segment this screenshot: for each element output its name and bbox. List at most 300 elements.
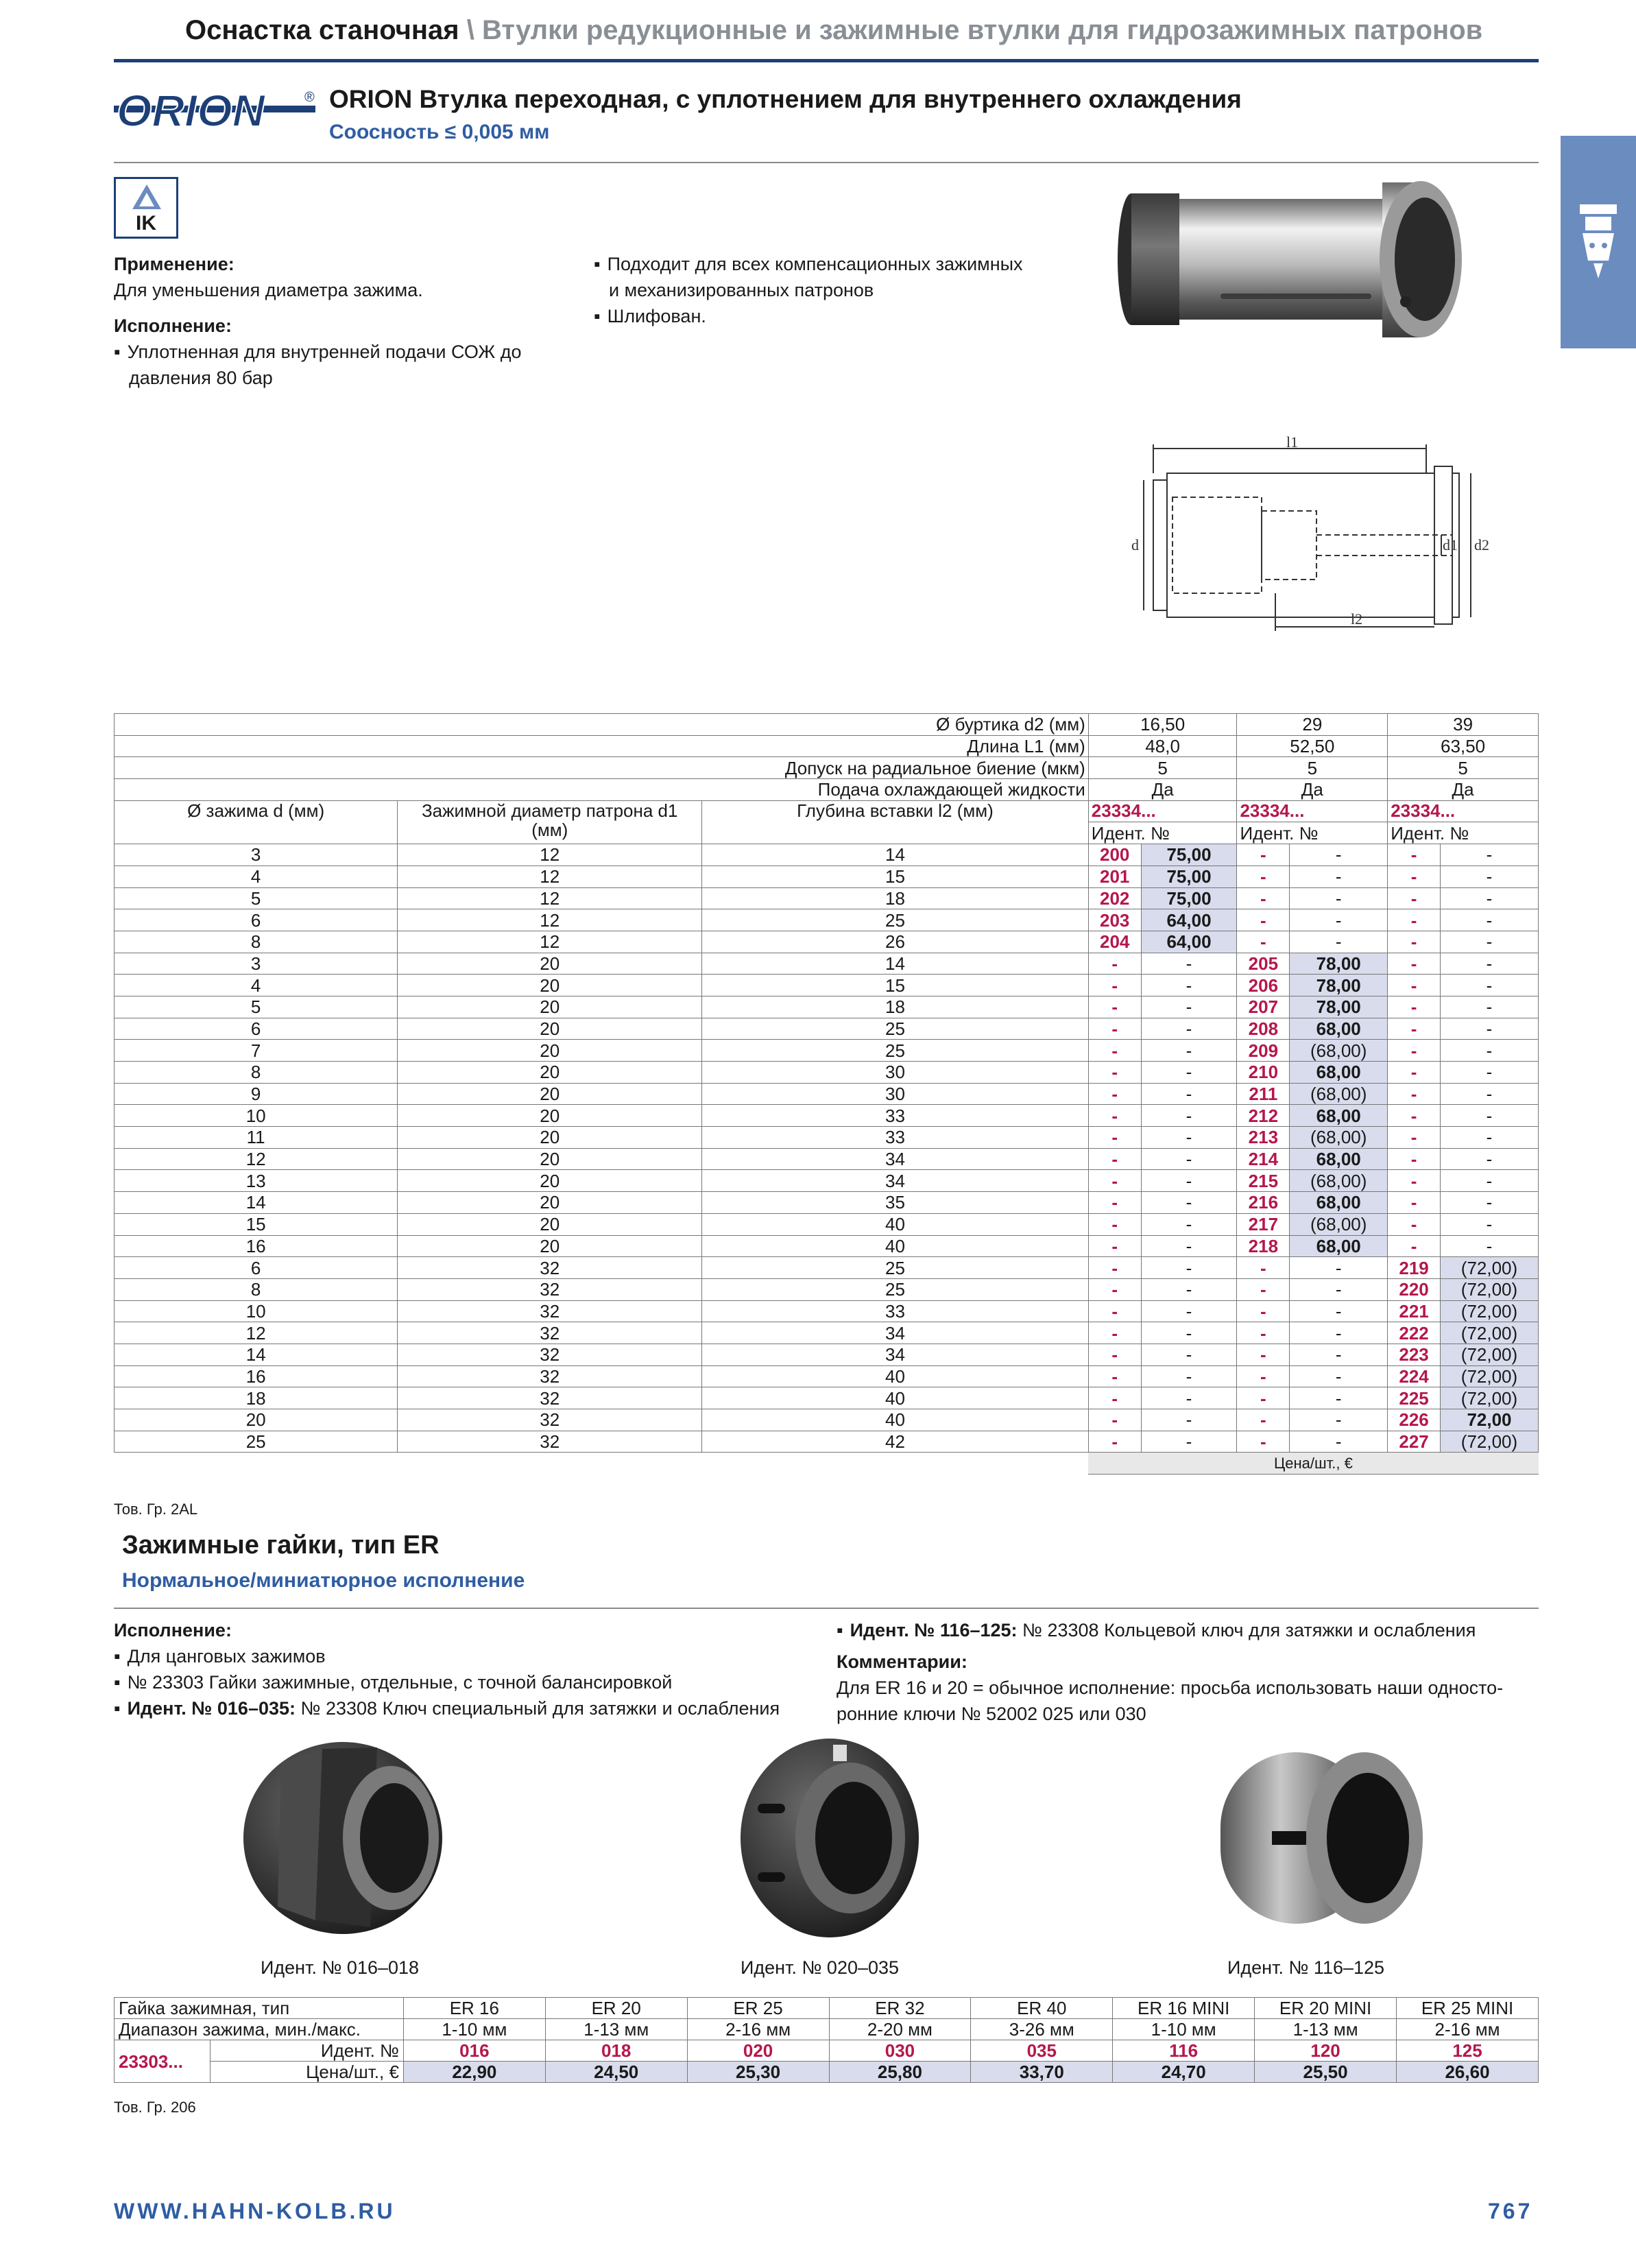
nut-range: 2-16 мм (687, 2019, 829, 2040)
empty-price: - (1290, 1344, 1388, 1365)
empty-ident: - (1088, 1257, 1141, 1279)
empty-price: - (1141, 1322, 1237, 1344)
empty-price: - (1440, 1018, 1538, 1040)
ident-cell[interactable]: 212 (1237, 1105, 1290, 1127)
nut-type: ER 20 (545, 1998, 687, 2019)
description-right (594, 251, 1074, 329)
ident-cell[interactable]: 227 (1388, 1431, 1441, 1453)
empty-ident: - (1237, 1409, 1290, 1431)
price-cell: 72,00 (1440, 1409, 1538, 1431)
cell-l2: 18 (702, 996, 1089, 1018)
cell-d1: 32 (398, 1365, 702, 1387)
cell-d: 5 (115, 887, 398, 909)
cell-l2: 33 (702, 1127, 1089, 1149)
empty-ident: - (1388, 1192, 1441, 1214)
cell-d: 7 (115, 1040, 398, 1062)
dim-d: d (1131, 536, 1139, 553)
table-row (115, 1170, 1539, 1192)
ik-badge (114, 177, 178, 239)
section2-exec-heading: Исполнение: (114, 1620, 232, 1640)
nut-ident[interactable]: 035 (971, 2040, 1113, 2062)
cell-l2: 42 (702, 1431, 1089, 1453)
ident-cell[interactable]: 217 (1237, 1213, 1290, 1235)
empty-ident: - (1388, 975, 1441, 996)
spec-row (115, 714, 1539, 736)
cell-d1: 12 (398, 931, 702, 953)
spec-row (115, 757, 1539, 779)
table-row (115, 887, 1539, 909)
empty-ident: - (1088, 1322, 1141, 1344)
price-cell: (68,00) (1290, 1170, 1388, 1192)
price-cell: (68,00) (1290, 1040, 1388, 1062)
ident-cell[interactable]: 204 (1088, 931, 1141, 953)
ident-cell[interactable]: 216 (1237, 1192, 1290, 1214)
empty-price: - (1440, 1040, 1538, 1062)
empty-price: - (1440, 1127, 1538, 1149)
empty-ident: - (1237, 1344, 1290, 1365)
price-per-piece: Цена/шт., € (1088, 1453, 1538, 1475)
cell-d: 6 (115, 1018, 398, 1040)
empty-ident: - (1388, 844, 1441, 866)
empty-ident: - (1388, 1235, 1441, 1257)
spec-row (115, 735, 1539, 757)
table-row (115, 1278, 1539, 1300)
empty-price: - (1440, 1083, 1538, 1105)
table-row (115, 1387, 1539, 1409)
cell-d1: 20 (398, 996, 702, 1018)
comments-heading: Комментарии: (837, 1651, 967, 1672)
nut-ident[interactable]: 125 (1397, 2040, 1539, 2062)
empty-price: - (1290, 1431, 1388, 1453)
table-row (115, 866, 1539, 887)
section2-desc-right (837, 1617, 1539, 1727)
cell-d: 13 (115, 1170, 398, 1192)
empty-ident: - (1088, 1387, 1141, 1409)
empty-price: - (1290, 887, 1388, 909)
empty-price: - (1141, 1105, 1237, 1127)
empty-price: - (1141, 1062, 1237, 1084)
ident-cell[interactable]: 215 (1237, 1170, 1290, 1192)
empty-ident: - (1237, 866, 1290, 887)
empty-ident: - (1388, 909, 1441, 931)
empty-price: - (1290, 866, 1388, 887)
cell-d: 10 (115, 1300, 398, 1322)
empty-ident: - (1388, 996, 1441, 1018)
nut-photo-116-125 (1207, 1735, 1426, 1941)
spec-value: 29 (1237, 714, 1388, 736)
table-footer-row (115, 1453, 1539, 1475)
spec-value: 5 (1088, 757, 1237, 779)
empty-ident: - (1088, 1170, 1141, 1192)
chapter-tab[interactable] (1561, 136, 1636, 348)
nut-photo-020-035 (737, 1735, 922, 1941)
empty-ident: - (1237, 1322, 1290, 1344)
feature-bullet-1: ▪ Подходит для всех компенсационных зажимных (594, 251, 1074, 277)
cell-l2: 34 (702, 1170, 1089, 1192)
empty-ident: - (1388, 1170, 1441, 1192)
spec-value: 48,0 (1088, 735, 1237, 757)
cell-l2: 40 (702, 1213, 1089, 1235)
empty-price: - (1440, 1192, 1538, 1214)
ident-cell[interactable]: 213 (1237, 1127, 1290, 1149)
empty-ident: - (1388, 931, 1441, 953)
section2-bullet-4: ▪ Идент. № 116–125: № 23308 Кольцевой ключ для затяжки и ослабления (837, 1617, 1539, 1643)
spec-value: Да (1088, 779, 1237, 801)
title-rule (114, 162, 1539, 163)
column-header-row (115, 800, 1539, 822)
cell-d: 5 (115, 996, 398, 1018)
empty-ident: - (1088, 1062, 1141, 1084)
empty-ident: - (1237, 909, 1290, 931)
ident-cell[interactable]: 206 (1237, 975, 1290, 996)
ident-cell[interactable]: 203 (1088, 909, 1141, 931)
empty-ident: - (1088, 1018, 1141, 1040)
footer-spacer (115, 1453, 1089, 1475)
header-rule (114, 59, 1539, 62)
price-cell: 75,00 (1141, 844, 1237, 866)
empty-ident: - (1088, 1409, 1141, 1431)
table-row (115, 1300, 1539, 1322)
empty-price: - (1440, 909, 1538, 931)
ident-cell[interactable]: 211 (1237, 1083, 1290, 1105)
empty-ident: - (1388, 953, 1441, 975)
empty-ident: - (1388, 1213, 1441, 1235)
spec-value: 63,50 (1388, 735, 1539, 757)
table-row (115, 1322, 1539, 1344)
cell-l2: 15 (702, 975, 1089, 996)
comments-line-2: ронние ключи № 52002 025 или 030 (837, 1704, 1146, 1724)
ident-label: Идент. № (1388, 822, 1539, 844)
empty-price: - (1440, 1170, 1538, 1192)
cell-d1: 32 (398, 1344, 702, 1365)
nut-ident[interactable]: 116 (1113, 2040, 1255, 2062)
table-row (115, 844, 1539, 866)
svg-text:ORION: ORION (117, 86, 265, 134)
cell-l2: 40 (702, 1235, 1089, 1257)
empty-ident: - (1088, 1148, 1141, 1170)
empty-price: - (1440, 1062, 1538, 1084)
application-text: Для уменьшения диаметра зажима. (114, 280, 423, 300)
empty-price: - (1440, 975, 1538, 996)
cell-d: 3 (115, 953, 398, 975)
nut-ident-label: Идент. № (210, 2040, 403, 2062)
table-row (115, 975, 1539, 996)
col-chuck-d1: Зажимной диаметр патрона d1 (мм) (398, 800, 702, 844)
ident-cell[interactable]: 218 (1237, 1235, 1290, 1257)
cell-d1: 32 (398, 1257, 702, 1279)
cell-d: 16 (115, 1235, 398, 1257)
empty-price: - (1440, 844, 1538, 866)
empty-price: - (1440, 1213, 1538, 1235)
empty-ident: - (1388, 1105, 1441, 1127)
header-separator: \ (466, 15, 474, 45)
table-row (115, 931, 1539, 953)
ik-label: IK (136, 212, 156, 235)
spec-value: 16,50 (1088, 714, 1237, 736)
product-group-2: Тов. Гр. 206 (114, 2099, 196, 2116)
empty-price: - (1290, 1387, 1388, 1409)
ident-cell[interactable]: 214 (1237, 1148, 1290, 1170)
empty-price: - (1440, 996, 1538, 1018)
empty-ident: - (1237, 1431, 1290, 1453)
table-row (115, 1213, 1539, 1235)
dim-d2: d2 (1474, 536, 1489, 553)
cell-d1: 20 (398, 1170, 702, 1192)
spec-value: 52,50 (1237, 735, 1388, 757)
empty-ident: - (1388, 887, 1441, 909)
empty-price: - (1440, 866, 1538, 887)
empty-price: - (1141, 1300, 1237, 1322)
price-cell: (72,00) (1440, 1431, 1538, 1453)
ident-cell[interactable]: 220 (1388, 1278, 1441, 1300)
ident-cell[interactable]: 224 (1388, 1365, 1441, 1387)
cell-d1: 20 (398, 1040, 702, 1062)
empty-price: - (1141, 1083, 1237, 1105)
orion-logo (114, 86, 315, 134)
group-code: 23334... (1088, 800, 1237, 822)
comments-line-1: Для ER 16 и 20 = обычное исполнение: просьба использовать наши односто- (837, 1678, 1504, 1698)
empty-ident: - (1237, 1300, 1290, 1322)
price-cell: (72,00) (1440, 1387, 1538, 1409)
empty-price: - (1141, 1192, 1237, 1214)
cell-d1: 32 (398, 1278, 702, 1300)
ident-label: Идент. № (1088, 822, 1237, 844)
table-row (115, 1105, 1539, 1127)
table-row (115, 1148, 1539, 1170)
coolant-icon (131, 183, 163, 211)
empty-price: - (1141, 1127, 1237, 1149)
nut-type: ER 20 MINI (1255, 1998, 1397, 2019)
ident-cell[interactable]: 210 (1237, 1062, 1290, 1084)
nut-price: 24,50 (545, 2062, 687, 2083)
spec-label: Длина L1 (мм) (115, 735, 1089, 757)
ident-cell[interactable]: 209 (1237, 1040, 1290, 1062)
nut-range-label: Диапазон зажима, мин./макс. (115, 2019, 404, 2040)
nut-ident[interactable]: 018 (545, 2040, 687, 2062)
nut-ident[interactable]: 020 (687, 2040, 829, 2062)
ident-cell[interactable]: 221 (1388, 1300, 1441, 1322)
empty-price: - (1290, 1322, 1388, 1344)
empty-ident: - (1088, 975, 1141, 996)
table-row (115, 1257, 1539, 1279)
empty-ident: - (1088, 1213, 1141, 1235)
cell-d1: 32 (398, 1409, 702, 1431)
table-row (115, 1040, 1539, 1062)
price-cell: (72,00) (1440, 1278, 1538, 1300)
ident-cell[interactable]: 219 (1388, 1257, 1441, 1279)
cell-l2: 25 (702, 909, 1089, 931)
nut-range: 2-16 мм (1397, 2019, 1539, 2040)
empty-price: - (1440, 931, 1538, 953)
cell-l2: 14 (702, 844, 1089, 866)
price-cell: 68,00 (1290, 1148, 1388, 1170)
svg-text:®: ® (304, 90, 315, 105)
cell-l2: 15 (702, 866, 1089, 887)
empty-ident: - (1088, 1344, 1141, 1365)
ident-cell[interactable]: 226 (1388, 1409, 1441, 1431)
spec-value: 5 (1237, 757, 1388, 779)
cell-l2: 25 (702, 1040, 1089, 1062)
section2-bullet-1: ▪ Для цанговых зажимов (114, 1643, 827, 1669)
product-subtitle: Соосность ≤ 0,005 мм (329, 121, 550, 143)
ident-cell[interactable]: 207 (1237, 996, 1290, 1018)
spec-label: Подача охлаждающей жидкости (115, 779, 1089, 801)
dim-l2: l2 (1351, 610, 1363, 628)
empty-price: - (1290, 844, 1388, 866)
nut-ident[interactable]: 016 (403, 2040, 545, 2062)
cell-d1: 20 (398, 1062, 702, 1084)
empty-price: - (1290, 1257, 1388, 1279)
price-cell: 64,00 (1141, 909, 1237, 931)
dim-l1: l1 (1286, 433, 1299, 451)
page-number: 767 (1488, 2199, 1533, 2223)
empty-price: - (1141, 1431, 1237, 1453)
nut-price: 25,50 (1255, 2062, 1397, 2083)
empty-ident: - (1088, 1127, 1141, 1149)
ident-cell[interactable]: 223 (1388, 1344, 1441, 1365)
cell-d: 6 (115, 909, 398, 931)
empty-ident: - (1388, 1018, 1441, 1040)
cell-l2: 34 (702, 1148, 1089, 1170)
table-row (115, 996, 1539, 1018)
empty-price: - (1290, 1365, 1388, 1387)
cell-d: 9 (115, 1083, 398, 1105)
empty-price: - (1141, 996, 1237, 1018)
empty-price: - (1141, 1409, 1237, 1431)
feature-bullet-2: ▪ Шлифован. (594, 303, 1074, 329)
empty-price: - (1440, 953, 1538, 975)
ident-cell[interactable]: 222 (1388, 1322, 1441, 1344)
price-cell: 68,00 (1290, 1062, 1388, 1084)
cell-d: 12 (115, 1322, 398, 1344)
cell-d: 14 (115, 1344, 398, 1365)
nut-ident[interactable]: 030 (829, 2040, 971, 2062)
section2-title: Зажимные гайки, тип ER (122, 1531, 440, 1560)
execution-heading: Исполнение: (114, 315, 232, 336)
cell-l2: 40 (702, 1365, 1089, 1387)
nut-type: ER 16 (403, 1998, 545, 2019)
section2-desc-left (114, 1617, 827, 1721)
cell-d1: 32 (398, 1322, 702, 1344)
cell-l2: 30 (702, 1083, 1089, 1105)
group-code: 23334... (1388, 800, 1539, 822)
nut-range-row (115, 2019, 1539, 2040)
price-cell: (68,00) (1290, 1127, 1388, 1149)
ident-cell[interactable]: 200 (1088, 844, 1141, 866)
nut-ident-row (115, 2040, 1539, 2062)
empty-ident: - (1388, 1083, 1441, 1105)
cell-l2: 34 (702, 1322, 1089, 1344)
spec-value: 5 (1388, 757, 1539, 779)
price-cell: (72,00) (1440, 1322, 1538, 1344)
cell-d: 11 (115, 1127, 398, 1149)
ident-cell[interactable]: 205 (1237, 953, 1290, 975)
empty-price: - (1141, 1213, 1237, 1235)
cell-d: 3 (115, 844, 398, 866)
nut-type: ER 25 MINI (1397, 1998, 1539, 2019)
cell-l2: 33 (702, 1105, 1089, 1127)
cell-d1: 20 (398, 1148, 702, 1170)
empty-ident: - (1088, 1365, 1141, 1387)
section2-bullet-3: ▪ Идент. № 016–035: № 23308 Ключ специальный для затяжки и ослабления (114, 1695, 827, 1721)
nut-price: 26,60 (1397, 2062, 1539, 2083)
table-row (115, 1409, 1539, 1431)
cell-d1: 12 (398, 909, 702, 931)
price-cell: 68,00 (1290, 1105, 1388, 1127)
col-insert-depth: Глубина вставки l2 (мм) (702, 800, 1089, 844)
nut-ident[interactable]: 120 (1255, 2040, 1397, 2062)
price-cell: (72,00) (1440, 1365, 1538, 1387)
nut-price: 25,80 (829, 2062, 971, 2083)
cell-l2: 35 (702, 1192, 1089, 1214)
table-row (115, 1235, 1539, 1257)
empty-ident: - (1088, 1040, 1141, 1062)
nut-price: 33,70 (971, 2062, 1113, 2083)
cell-d1: 12 (398, 866, 702, 887)
ident-cell[interactable]: 201 (1088, 866, 1141, 887)
nut-type: ER 32 (829, 1998, 971, 2019)
price-cell: 78,00 (1290, 996, 1388, 1018)
empty-ident: - (1388, 1062, 1441, 1084)
caption-020-035: Идент. № 020–035 (741, 1957, 900, 1978)
nut-group-code: 23303... (115, 2040, 210, 2083)
sleeve-photo (1111, 171, 1495, 357)
empty-ident: - (1237, 1387, 1290, 1409)
ident-cell[interactable]: 208 (1237, 1018, 1290, 1040)
empty-price: - (1290, 1300, 1388, 1322)
nut-type: ER 25 (687, 1998, 829, 2019)
empty-price: - (1141, 1148, 1237, 1170)
price-cell: (72,00) (1440, 1257, 1538, 1279)
price-cell: (68,00) (1290, 1083, 1388, 1105)
ident-label: Идент. № (1237, 822, 1388, 844)
empty-price: - (1440, 1105, 1538, 1127)
cell-d: 14 (115, 1192, 398, 1214)
price-cell: (72,00) (1440, 1300, 1538, 1322)
empty-ident: - (1088, 1192, 1141, 1214)
empty-price: - (1141, 1040, 1237, 1062)
empty-price: - (1290, 1278, 1388, 1300)
application-heading: Применение: (114, 254, 234, 274)
empty-ident: - (1388, 1040, 1441, 1062)
footer-url[interactable]: WWW.HAHN-KOLB.RU (114, 2199, 396, 2223)
page-header (185, 15, 1482, 46)
dim-d1: d1 (1443, 536, 1458, 553)
cell-l2: 25 (702, 1278, 1089, 1300)
empty-price: - (1141, 1365, 1237, 1387)
ident-cell[interactable]: 225 (1388, 1387, 1441, 1409)
sleeve-table (114, 713, 1539, 1475)
empty-price: - (1141, 1278, 1237, 1300)
empty-price: - (1290, 1409, 1388, 1431)
ident-cell[interactable]: 202 (1088, 887, 1141, 909)
nut-price: 22,90 (403, 2062, 545, 2083)
empty-price: - (1440, 887, 1538, 909)
table-row (115, 1192, 1539, 1214)
cell-l2: 14 (702, 953, 1089, 975)
cell-l2: 34 (702, 1344, 1089, 1365)
spec-value: 39 (1388, 714, 1539, 736)
empty-ident: - (1088, 1235, 1141, 1257)
price-cell: 68,00 (1290, 1235, 1388, 1257)
empty-ident: - (1237, 844, 1290, 866)
nut-type-row (115, 1998, 1539, 2019)
product-title: ORION Втулка переходная, с уплотнением для внутреннего охлаждения (329, 85, 1242, 113)
table-row (115, 1062, 1539, 1084)
price-cell: 68,00 (1290, 1018, 1388, 1040)
cell-d: 8 (115, 1278, 398, 1300)
cell-l2: 25 (702, 1018, 1089, 1040)
